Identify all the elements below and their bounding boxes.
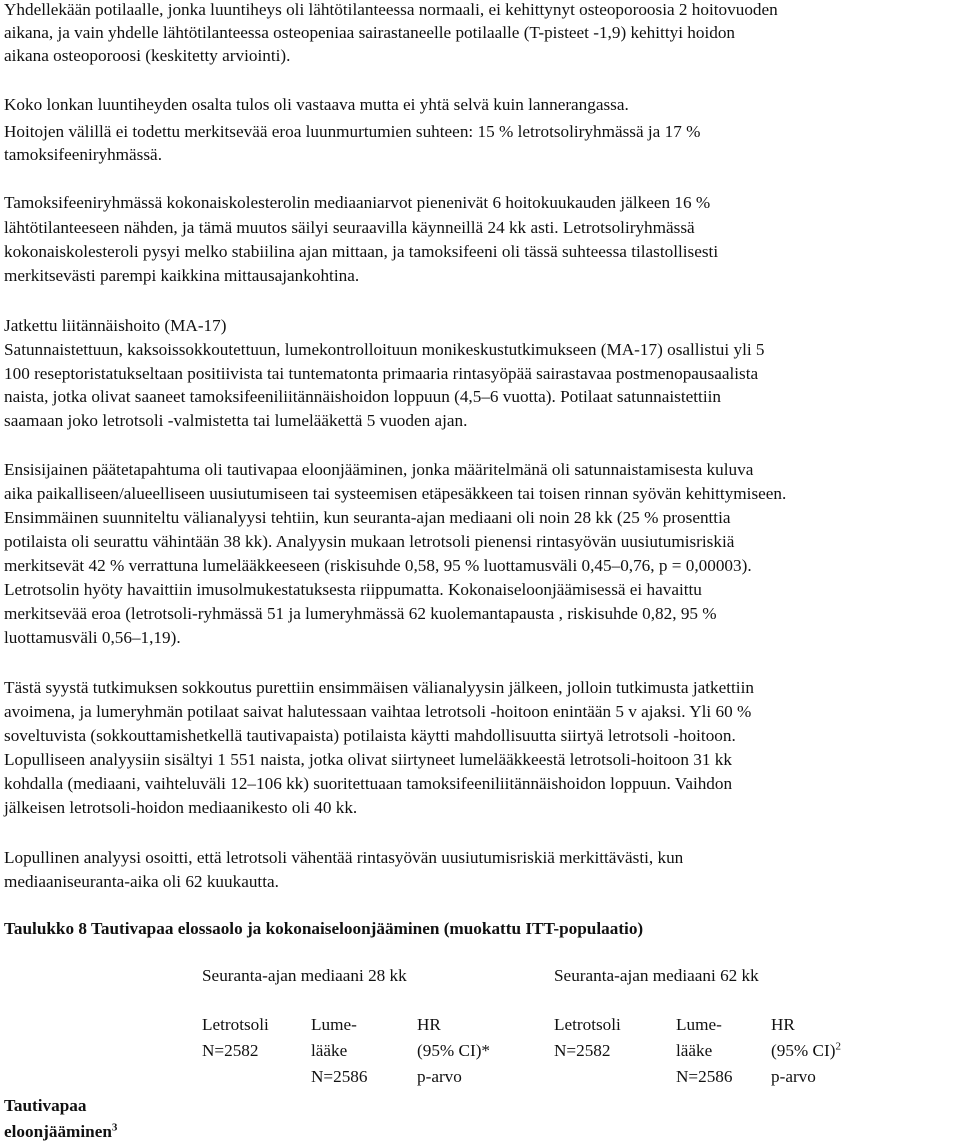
text-line: Tästä syystä tutkimuksen sokkoutus purettiin ensimmäisen välianalyysin jälkeen, jolloin tutkimusta jatkettiin xyxy=(4,678,754,697)
text-line: Yhdellekään potilaalle, jonka luuntiheys oli lähtötilanteessa normaali, ei kehittynyt osteoporoosia 2 hoitovuoden xyxy=(4,0,778,19)
text-line: jälkeisen letrotsoli-hoidon mediaanikesto oli 40 kk. xyxy=(4,798,358,817)
text-line: kohdalla (mediaani, vaihteluväli 12–106 kk) suoritettuaan tamoksifeeniliitännäishoidon loppuun. Vaihdon xyxy=(4,774,733,793)
table-row-label: eloonjääminen$^3$ xyxy=(4,1121,118,1141)
text-line: Lopullinen analyysi osoitti, että letrotsoli vähentää rintasyövän uusiutumisriskiä merkittävästi, kun xyxy=(4,848,684,867)
text-line: aikana, ja vain yhdelle lähtötilanteessa osteopeniaa sairastaneelle potilaalle (T-pisteet -1,9) kehittyi hoidon xyxy=(4,23,736,42)
table-col-header: N=2582 xyxy=(554,1041,611,1060)
table-row-label: Tautivapaa xyxy=(4,1096,87,1115)
footnote-marker: 3 xyxy=(111,1121,118,1134)
text-line: Lopulliseen analyysiin sisältyi 1 551 naista, jotka olivat siirtyneet lumelääkkeestä letrotsoli-hoitoon 31 kk xyxy=(4,750,732,769)
text-line: Hoitojen välillä ei todettu merkitsevää eroa luunmurtumien suhteen: 15 % letrotsoliryhmässä ja 17 % xyxy=(4,122,701,141)
text-line: luottamusväli 0,56–1,19). xyxy=(4,628,181,647)
table-col-header: Lume- xyxy=(311,1015,357,1034)
table-group-header: Seuranta-ajan mediaani 28 kk xyxy=(202,966,407,985)
table-col-header: N=2582 xyxy=(202,1041,259,1060)
table-group-header: Seuranta-ajan mediaani 62 kk xyxy=(554,966,759,985)
text-line: aika paikalliseen/alueelliseen uusiutumiseen tai systeemisen etäpesäkkeen tai toisen rinnan syövän kehittymiseen. xyxy=(4,484,787,503)
table-col-header: HR xyxy=(771,1015,795,1034)
table-caption: Taulukko 8 Tautivapaa elossaolo ja kokonaiseloonjääminen (muokattu ITT-populaatio) xyxy=(4,919,644,938)
text-line: potilaista oli seurattu vähintään 38 kk). Analyysin mukaan letrotsoli pienensi rintasyövän uusiutumisriskiä xyxy=(4,532,735,551)
text-line: lähtötilanteeseen nähden, ja tämä muutos säilyi seuraavilla käynneillä 24 kk asti. Letrotsoliryhmässä xyxy=(4,218,695,237)
text-line: Ensimmäinen suunniteltu välianalyysi tehtiin, kun seuranta-ajan mediaani oli noin 28 kk (25 % prosenttia xyxy=(4,508,731,527)
table-col-header: p-arvo xyxy=(771,1067,816,1086)
text-line: Ensisijainen päätetapahtuma oli tautivapaa eloonjääminen, jonka määritelmänä oli satunnaistamisesta kuluva xyxy=(4,460,754,479)
text-line: Satunnaistettuun, kaksoissokkoutettuun, lumekontrolloituun monikeskustutkimukseen (MA-17) osallistui yli 5 xyxy=(4,340,765,359)
table-col-header: N=2586 xyxy=(311,1067,368,1086)
table-col-header: N=2586 xyxy=(676,1067,733,1086)
text-line: saamaan joko letrotsoli -valmistetta tai lumelääkettä 5 vuoden ajan. xyxy=(4,411,468,430)
text-line: soveltuvista (sokkouttamishetkellä tautivapaista) potilaista käytti mahdollisuutta siirtyä letrotsoli -hoitoon. xyxy=(4,726,736,745)
text-line: aikana osteoporoosi (keskitetty arviointi). xyxy=(4,46,291,65)
text-line: avoimena, ja lumeryhmän potilaat saivat halutessaan vaihtaa letrotsoli -hoitoon enintään 5 v ajaksi. Yli 60 % xyxy=(4,702,752,721)
table-col-header: HR xyxy=(417,1015,441,1034)
text-line: Koko lonkan luuntiheyden osalta tulos oli vastaava mutta ei yhtä selvä kuin lannerangassa. xyxy=(4,95,629,114)
text-line: kokonaiskolesteroli pysyi melko stabiilina ajan mittaan, ja tamoksifeeni oli tässä suhteessa tilastollisesti xyxy=(4,242,719,261)
text-line: merkitsevää eroa (letrotsoli-ryhmässä 51 ja lumeryhmässä 62 kuolemantapausta , riskisuhde 0,82, 95 % xyxy=(4,604,717,623)
table-col-header: (95% CI)$^2$ xyxy=(771,1040,841,1060)
text-line: 100 reseptoristatukseltaan positiivista tai tuntematonta primaaria rintasyöpää sairastavaa postmenopausaalista xyxy=(4,364,759,383)
footnote-marker: 2 xyxy=(835,1040,841,1053)
table-col-header: Letrotsoli xyxy=(554,1015,621,1034)
text-line: Tamoksifeeniryhmässä kokonaiskolesterolin mediaaniarvot pienenivät 6 hoitokuukauden jälkeen 16 % xyxy=(4,193,711,212)
text-line: mediaaniseuranta-aika oli 62 kuukautta. xyxy=(4,872,279,891)
text-line: merkitsevät 42 % verrattuna lumelääkkeeseen (riskisuhde 0,58, 95 % luottamusväli 0,45–0,76, p = 0,00003). xyxy=(4,556,752,575)
table-col-header: (95% CI)* xyxy=(417,1041,491,1060)
table-col-header: Lume- xyxy=(676,1015,722,1034)
table-col-header: p-arvo xyxy=(417,1067,462,1086)
text-line: Letrotsolin hyöty havaittiin imusolmukestatuksesta riippumatta. Kokonaiseloonjäämisessä ei havaittu xyxy=(4,580,702,599)
table-col-header: lääke xyxy=(311,1041,348,1060)
text-line: merkitsevästi parempi kaikkina mittausajankohtina. xyxy=(4,266,360,285)
text-line: naista, jotka olivat saaneet tamoksifeeniliitännäishoidon loppuun (4,5–6 vuotta). Potilaat satunnaistettiin xyxy=(4,387,721,406)
section-heading: Jatkettu liitännäishoito (MA-17) xyxy=(4,316,227,335)
text-line: tamoksifeeniryhmässä. xyxy=(4,145,162,164)
table-col-header: Letrotsoli xyxy=(202,1015,269,1034)
table-col-header: lääke xyxy=(676,1041,713,1060)
